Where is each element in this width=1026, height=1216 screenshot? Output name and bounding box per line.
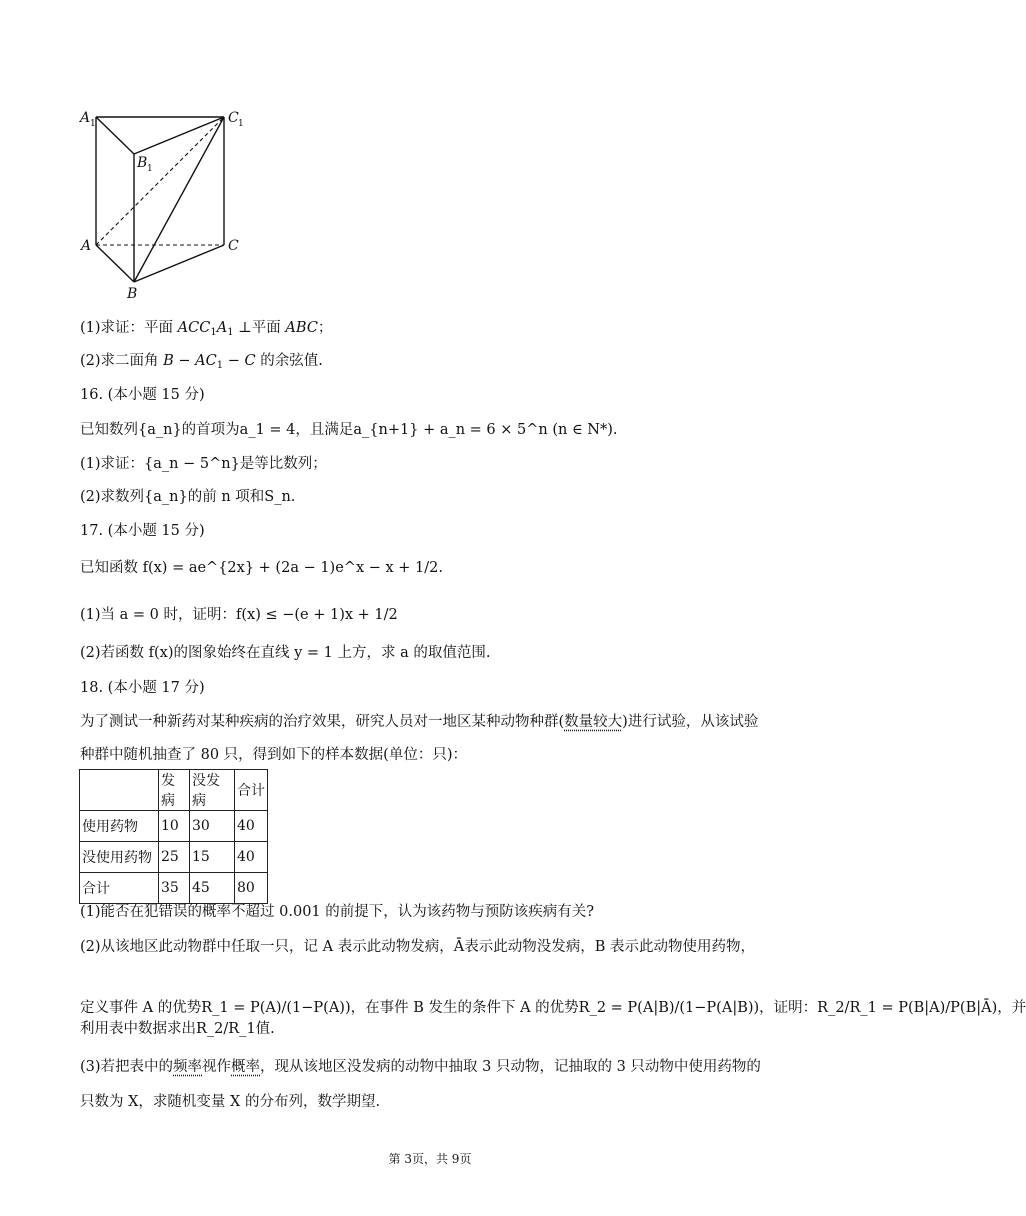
table-header-cell — [80, 770, 159, 811]
q16-part1: (1)求证：{a_n − 5^n}是等比数列； — [80, 456, 327, 472]
table-header-cell: 合计 — [235, 770, 268, 811]
q17-part1: (1)当 a = 0 时，证明：f(x) ≤ −(e + 1)x + 1/2 — [80, 607, 398, 623]
table-row — [80, 873, 268, 904]
label-A1-sub: 1 — [90, 119, 96, 129]
table-header-cell: 没发病 — [190, 770, 235, 811]
table-header-row — [80, 770, 268, 811]
table-cell: 合计 — [80, 873, 159, 904]
table-cell: 45 — [190, 873, 235, 904]
q18-part2-line3: 利用表中数据求出R_2/R_1值. — [80, 1021, 275, 1037]
label-C1-sub: 1 — [238, 119, 244, 129]
page-footer: 第 3页，共 9页 — [388, 1152, 472, 1166]
table-row — [80, 842, 268, 873]
table-cell: 使用药物 — [80, 811, 159, 842]
label-A: A — [81, 238, 92, 254]
label-B: B — [127, 286, 138, 302]
table-cell: 25 — [159, 842, 190, 873]
q15-part1: (1)求证：平面 $ACC_1A_1$ ⊥平面 ABC； — [80, 320, 333, 338]
q18-header: 18. (本小题 17 分) — [80, 680, 205, 696]
label-B1: B — [137, 155, 148, 171]
q18-stem-line1: 为了测试一种新药对某种疾病的治疗效果，研究人员对一地区某种动物种群(数量较大)进行试验，从该试验 — [80, 714, 759, 730]
label-C1: C — [228, 110, 239, 126]
table-cell: 40 — [235, 811, 268, 842]
table-cell: 40 — [235, 842, 268, 873]
table-cell: 15 — [190, 842, 235, 873]
q16-part2: (2)求数列{a_n}的前 n 项和S_n. — [80, 489, 296, 505]
label-C: C — [228, 238, 239, 254]
table-cell: 没使用药物 — [80, 842, 159, 873]
table-cell: 35 — [159, 873, 190, 904]
table-cell: 30 — [190, 811, 235, 842]
q18-part1: (1)能否在犯错误的概率不超过 0.001 的前提下，认为该药物与预防该疾病有关? — [80, 904, 595, 920]
q18-part3-line2: 只数为 X，求随机变量 X 的分布列，数学期望. — [80, 1094, 381, 1110]
table-cell: 10 — [159, 811, 190, 842]
q18-part2-line2: 定义事件 A 的优势R_1 = P(A)/(1−P(A))，在事件 B 发生的条件下 A 的优势R_2 = P(A|B)/(1−P(A|B))，证明：R_2/R_1 = P(B|A)/P(B|Ā)，并 — [80, 1000, 1026, 1016]
q17-stem: 已知函数 f(x) = ae^{2x} + (2a − 1)e^x − x + 1/2. — [80, 560, 443, 576]
q18-stem-line2: 种群中随机抽查了 80 只，得到如下的样本数据(单位：只)： — [80, 747, 467, 763]
sample-data-table — [79, 769, 268, 904]
q18-part2-line1: (2)从该地区此动物群中任取一只，记 A 表示此动物发病，Ā表示此动物没发病，B 表示此动物使用药物， — [80, 939, 755, 955]
label-B1-sub: 1 — [147, 164, 153, 174]
q18-part3-line1: (3)若把表中的频率视作概率，现从该地区没发病的动物中抽取 3 只动物，记抽取的 3 只动物中使用药物的 — [80, 1059, 761, 1075]
q15-part2: (2)求二面角 $B - AC_1 - C$ 的余弦值. — [80, 353, 323, 371]
prism-figure — [0, 0, 860, 310]
q17-part2: (2)若函数 f(x)的图象始终在直线 y = 1 上方，求 a 的取值范围. — [80, 645, 491, 661]
label-A1: A — [80, 110, 91, 126]
table-header-cell: 发病 — [159, 770, 190, 811]
q16-header: 16. (本小题 15 分) — [80, 387, 205, 403]
table-cell: 80 — [235, 873, 268, 904]
table-row — [80, 811, 268, 842]
q17-header: 17. (本小题 15 分) — [80, 523, 205, 539]
q16-stem: 已知数列{a_n}的首项为a_1 = 4，且满足a_{n+1} + a_n = 6 × 5^n (n ∈ N*). — [80, 422, 618, 438]
